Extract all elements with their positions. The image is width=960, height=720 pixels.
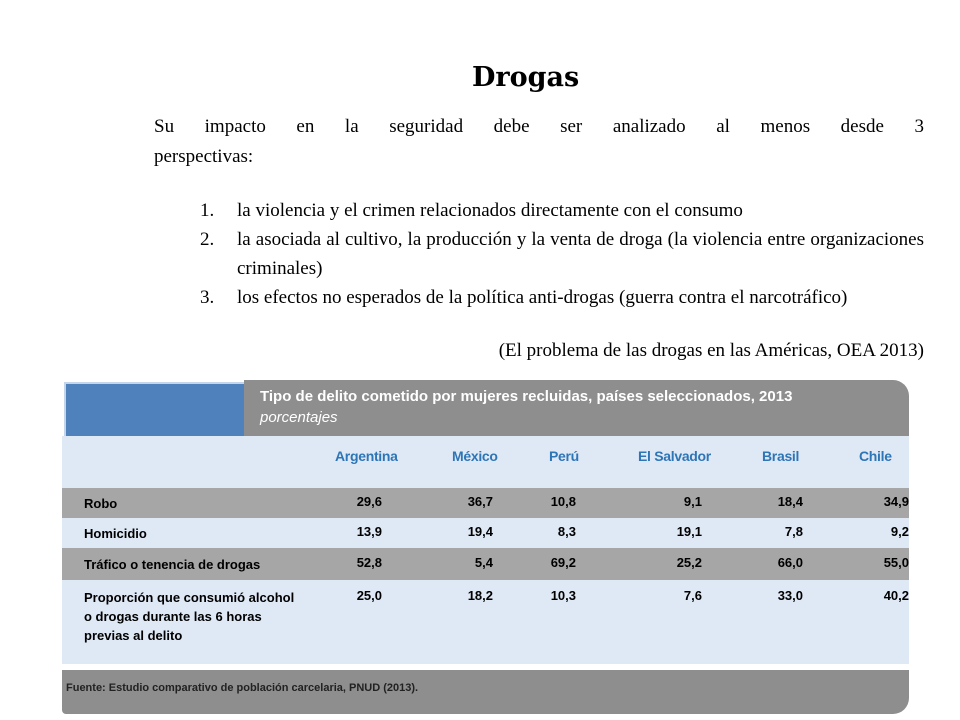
- row-label: Tráfico o tenencia de drogas: [84, 557, 261, 572]
- cell: 8,3: [557, 524, 576, 539]
- cell: 33,0: [777, 588, 803, 603]
- cell: 69,2: [550, 555, 576, 570]
- cell: 7,8: [784, 524, 803, 539]
- cell: 25,2: [676, 555, 702, 570]
- list-text: la asociada al cultivo, la producción y la venta de droga (la violencia entre organizaciones criminales): [237, 229, 924, 279]
- citation: (El problema de las drogas en las Américas, OEA 2013): [498, 340, 924, 361]
- list-number: 1.: [200, 200, 215, 221]
- cell: 40,2: [883, 588, 909, 603]
- cell: 52,8: [356, 555, 382, 570]
- row-label-line: Proporción que consumió alcohol: [84, 590, 295, 605]
- intro-paragraph: [154, 112, 924, 172]
- cell: 19,4: [467, 524, 493, 539]
- cell: 10,8: [550, 494, 576, 509]
- cell: 9,1: [683, 494, 702, 509]
- cell: 66,0: [777, 555, 803, 570]
- cell: 19,1: [676, 524, 702, 539]
- cell: 18,4: [777, 494, 803, 509]
- list-item: [200, 225, 924, 283]
- column-header: El Salvador: [638, 448, 711, 464]
- data-table: [62, 436, 909, 664]
- cell: 25,0: [356, 588, 382, 603]
- table-row: [62, 580, 909, 664]
- cell: 34,9: [883, 494, 909, 509]
- intro-line-1: Su impacto en la seguridad debe ser analizado al menos desde 3: [154, 116, 924, 137]
- list-number: 3.: [200, 287, 215, 308]
- cell: 18,2: [467, 588, 493, 603]
- column-header: Argentina: [335, 448, 398, 464]
- column-header: Chile: [859, 448, 892, 464]
- list-text: la violencia y el crimen relacionados directamente con el consumo: [237, 200, 743, 221]
- row-label: [84, 588, 294, 645]
- crime-table-figure: [62, 380, 909, 716]
- list-text: los efectos no esperados de la política anti-drogas (guerra contra el narcotráfico): [237, 287, 848, 308]
- column-header: Brasil: [762, 448, 800, 464]
- table-source: Fuente: Estudio comparativo de población carcelaria, PNUD (2013).: [66, 682, 419, 694]
- list-number: 2.: [200, 229, 215, 250]
- cell: 7,6: [683, 588, 702, 603]
- row-label-line: o drogas durante las 6 horas: [84, 609, 262, 624]
- slide-title: Drogas: [472, 62, 580, 93]
- cell: 5,4: [474, 555, 493, 570]
- row-label: Homicidio: [84, 526, 147, 541]
- table-row: [62, 548, 909, 580]
- table-row: [62, 518, 909, 548]
- list-item: [200, 283, 924, 312]
- table-title: Tipo de delito cometido por mujeres recluidas, países seleccionados, 2013: [260, 388, 793, 405]
- column-header: Perú: [549, 448, 579, 464]
- cell: 55,0: [883, 555, 909, 570]
- cell: 36,7: [467, 494, 493, 509]
- cell: 13,9: [356, 524, 382, 539]
- cell: 29,6: [356, 494, 382, 509]
- table-source-bar: [62, 670, 909, 714]
- table-row: [62, 488, 909, 518]
- row-label: Robo: [84, 496, 118, 511]
- row-label-line: previas al delito: [84, 628, 183, 643]
- perspectives-list: [200, 196, 924, 312]
- cell: 9,2: [890, 524, 909, 539]
- column-header: México: [452, 448, 498, 464]
- intro-line-2: perspectivas:: [154, 146, 254, 167]
- table-subtitle: porcentajes: [260, 409, 338, 426]
- cell: 10,3: [550, 588, 576, 603]
- list-item: [200, 196, 924, 225]
- table-header-bar: [244, 380, 909, 436]
- blue-tab-decoration: [64, 382, 246, 438]
